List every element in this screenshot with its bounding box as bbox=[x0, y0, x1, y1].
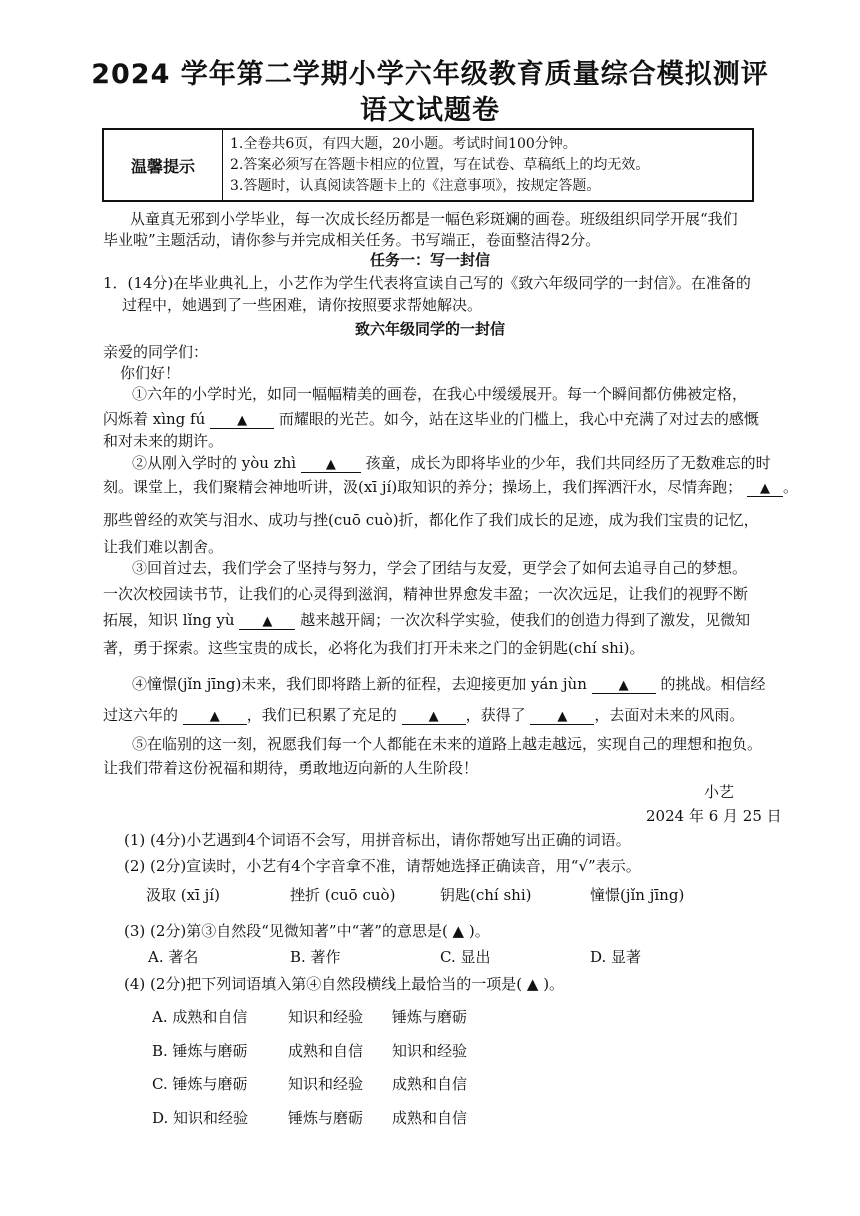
letter-line: 著，勇于探索。这些宝贵的成长，必将化为我们打开未来之门的金钥匙(chí shi)。 bbox=[103, 639, 645, 657]
blank-mark: ▲ bbox=[759, 481, 770, 496]
letter-line: 刻。课堂上，我们聚精会神地听讲，汲(xī jí)取知识的养分；操场上，我们挥洒汗水，尽情奔跑； ▲ 。 bbox=[103, 478, 798, 496]
letter-line: 一次次校园读书节，让我们的心灵得到滋润，精神世界愈发丰盈；一次次远足，让我们的视野不断 bbox=[103, 585, 749, 603]
blank-mark: ▲ bbox=[262, 614, 273, 629]
option-c-item[interactable]: C. 锤炼与磨砺 bbox=[152, 1075, 248, 1093]
answer-blank[interactable] bbox=[747, 478, 783, 497]
sub-question-1: (1) (4分)小艺遇到4个词语不会写，用拼音标出，请你帮她写出正确的词语。 bbox=[124, 831, 631, 849]
option-a-item: 知识和经验 bbox=[288, 1008, 364, 1026]
tips-line: 3.答题时，认真阅读答题卡上的《注意事项》，按规定答题。 bbox=[230, 178, 601, 194]
answer-blank[interactable] bbox=[402, 706, 466, 725]
answer-blank[interactable] bbox=[530, 706, 594, 725]
option-b-item: 成熟和自信 bbox=[288, 1042, 364, 1060]
exam-subtitle: 语文试题卷 bbox=[360, 95, 500, 126]
tips-label: 温馨提示 bbox=[104, 130, 223, 200]
letter-line: ④憧憬(jǐn jīng)未来，我们即将踏上新的征程，去迎接更加 yán jùn ▲ 的挑战。相信经 bbox=[132, 675, 766, 693]
blank-mark: ▲ bbox=[557, 709, 568, 724]
blank-mark: ▲ bbox=[618, 678, 629, 693]
task-title: 任务一：写一封信 bbox=[369, 251, 490, 269]
pronunciation-item[interactable]: 憧憬(jǐn jīng) bbox=[590, 886, 685, 904]
intro-line: 毕业啦”主题活动，请你参与并完成相关任务。书写端正，卷面整洁得2分。 bbox=[103, 231, 601, 249]
answer-blank[interactable] bbox=[301, 454, 361, 473]
option-d-item[interactable]: D. 知识和经验 bbox=[152, 1109, 249, 1127]
letter-line: ⑤在临别的这一刻，祝愿我们每一个人都能在未来的道路上越走越远，实现自己的理想和抱负。 bbox=[132, 735, 763, 753]
pronunciation-item[interactable]: 挫折 (cuō cuò) bbox=[290, 886, 396, 904]
option-d-item: 锤炼与磨砺 bbox=[288, 1109, 364, 1127]
blank-mark: ▲ bbox=[325, 457, 336, 472]
letter-line: 让我们难以割舍。 bbox=[103, 538, 224, 556]
answer-blank[interactable] bbox=[183, 706, 247, 725]
letter-title: 致六年级同学的一封信 bbox=[354, 320, 505, 338]
question-1-text: 1．(14分)在毕业典礼上，小艺作为学生代表将宣读自己写的《致六年级同学的一封信》。在准备的 bbox=[103, 274, 751, 292]
option-c-item: 知识和经验 bbox=[288, 1075, 364, 1093]
letter-greeting: 你们好！ bbox=[120, 364, 181, 382]
tips-line: 2.答案必须写在答题卡相应的位置，写在试卷、草稿纸上的均无效。 bbox=[230, 157, 650, 173]
letter-signature: 小艺 bbox=[704, 783, 735, 801]
answer-blank[interactable] bbox=[592, 675, 656, 694]
option-b[interactable]: B. 著作 bbox=[290, 948, 341, 966]
letter-line: ③回首过去，我们学会了坚持与努力，学会了团结与友爱，更学会了如何去追寻自己的梦想。 bbox=[132, 559, 748, 577]
letter-line: ②从刚入学时的 yòu zhì ▲ 孩童，成长为即将毕业的少年，我们共同经历了无数难忘的时 bbox=[132, 454, 771, 472]
letter-salutation: 亲爱的同学们： bbox=[103, 343, 209, 361]
letter-line: 过这六年的 ▲ ，我们已积累了充足的 ▲ ，获得了 ▲ ，去面对未来的风雨。 bbox=[103, 706, 745, 724]
letter-line: 和对未来的期许。 bbox=[103, 432, 224, 450]
letter-line: 闪烁着 xìng fú ▲ 而耀眼的光芒。如今，站在这毕业的门槛上，我心中充满了对过去的感慨 bbox=[103, 410, 759, 428]
answer-blank[interactable] bbox=[239, 611, 295, 630]
pronunciation-item[interactable]: 钥匙(chí shi) bbox=[440, 886, 532, 904]
option-c[interactable]: C. 显出 bbox=[440, 948, 491, 966]
question-1-text: 过程中，她遇到了一些困难，请你按照要求帮她解决。 bbox=[122, 296, 483, 314]
option-c-item: 成熟和自信 bbox=[392, 1075, 468, 1093]
exam-title: 2024 学年第二学期小学六年级教育质量综合模拟测评 bbox=[91, 59, 769, 90]
intro-line: 从童真无邪到小学毕业，每一次成长经历都是一幅色彩斑斓的画卷。班级组织同学开展“我们 bbox=[130, 210, 738, 228]
sub-question-4: (4) (2分)把下列词语填入第④自然段横线上最恰当的一项是( ▲ )。 bbox=[124, 975, 565, 993]
letter-line: 拓展，知识 lǐng yù ▲ 越来越开阔；一次次科学实验，使我们的创造力得到了激发，见微知 bbox=[103, 611, 751, 629]
blank-mark: ▲ bbox=[209, 709, 220, 724]
option-a[interactable]: A. 著名 bbox=[148, 948, 199, 966]
option-d[interactable]: D. 显著 bbox=[590, 948, 642, 966]
letter-line: ①六年的小学时光，如同一幅幅精美的画卷，在我心中缓缓展开。每一个瞬间都仿佛被定格， bbox=[132, 385, 748, 403]
option-a-item[interactable]: A. 成熟和自信 bbox=[152, 1008, 248, 1026]
answer-blank[interactable] bbox=[210, 410, 274, 429]
pronunciation-item[interactable]: 汲取 (xī jí) bbox=[146, 886, 220, 904]
letter-line: 那些曾经的欢笑与泪水、成功与挫(cuō cuò)折，都化作了我们成长的足迹，成为我们宝贵的记忆， bbox=[103, 511, 759, 529]
option-d-item: 成熟和自信 bbox=[392, 1109, 468, 1127]
sub-question-3: (3) (2分)第③自然段“见微知著”中“著”的意思是( ▲ )。 bbox=[124, 922, 490, 940]
tips-line: 1.全卷共6页，有四大题，20小题。考试时间100分钟。 bbox=[230, 136, 577, 152]
blank-mark: ▲ bbox=[428, 709, 439, 724]
letter-line: 让我们带着这份祝福和期待，勇敢地迈向新的人生阶段！ bbox=[103, 759, 479, 777]
pinyin-text: 闪烁着 xìng fú bbox=[103, 410, 206, 428]
tips-box bbox=[102, 128, 754, 202]
blank-mark: ▲ bbox=[237, 413, 248, 428]
option-b-item: 知识和经验 bbox=[392, 1042, 468, 1060]
sub-question-2: (2) (2分)宣读时，小艺有4个字音拿不准，请帮她选择正确读音，用“√”表示。 bbox=[124, 857, 641, 875]
option-b-item[interactable]: B. 锤炼与磨砺 bbox=[152, 1042, 248, 1060]
option-a-item: 锤炼与磨砺 bbox=[392, 1008, 468, 1026]
letter-date: 2024 年 6 月 25 日 bbox=[646, 807, 782, 825]
